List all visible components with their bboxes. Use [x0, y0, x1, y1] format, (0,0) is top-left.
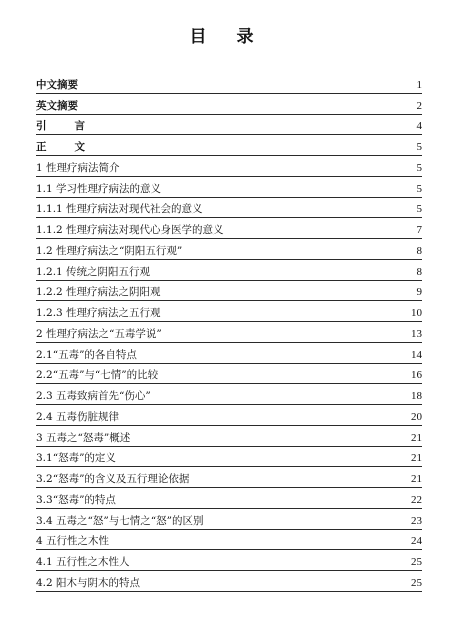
toc-entry-page-number: 5 — [416, 182, 422, 195]
toc-entry-page-number: 1 — [416, 78, 422, 91]
page-title: 目 录 — [189, 27, 266, 47]
toc-entry-page-number: 9 — [416, 286, 422, 299]
toc-entry[interactable] — [36, 177, 422, 198]
toc-entry-label: 1.2.3 性理疗病法之五行观 — [36, 307, 161, 319]
toc-entry[interactable] — [36, 467, 422, 488]
toc-entry[interactable] — [36, 135, 422, 156]
toc-entry[interactable] — [36, 94, 422, 115]
toc-entry[interactable] — [36, 426, 422, 447]
toc-entry[interactable] — [36, 73, 422, 94]
toc-entry-page-number: 13 — [411, 327, 422, 340]
toc-entry-page-number: 21 — [411, 473, 422, 485]
toc-entry-label: 1 性理疗病法简介 — [36, 161, 120, 174]
toc-entry-page-number: 24 — [411, 535, 422, 548]
toc-entry-label: 引言 — [36, 120, 113, 133]
toc-entry[interactable] — [36, 301, 422, 322]
toc-entry-page-number: 23 — [411, 514, 422, 527]
toc-entry[interactable] — [36, 550, 422, 571]
toc-entry-label: 正文 — [36, 141, 113, 153]
toc-entry-label: 4.2 阳木与阴木的特点 — [36, 576, 141, 589]
toc-entry-label: 1.2.2 性理疗病法之阴阳观 — [36, 286, 161, 299]
toc-entry-label: 3.1“怒毒”的定义 — [36, 452, 116, 465]
toc-entry[interactable] — [36, 447, 422, 468]
toc-entry-label: 3 五毒之“怒毒”概述 — [36, 431, 131, 444]
toc-entry-page-number: 5 — [416, 141, 422, 153]
toc-entry[interactable] — [36, 364, 422, 385]
toc-entry[interactable] — [36, 156, 422, 177]
toc-entry-page-number: 21 — [411, 452, 422, 465]
toc-entry-label: 2.3 五毒致病首先“伤心” — [36, 390, 151, 402]
toc-entry[interactable] — [36, 343, 422, 364]
toc-entry-label: 3.3“怒毒”的特点 — [36, 493, 116, 506]
toc-entry-page-number: 10 — [411, 307, 422, 319]
toc-entry[interactable] — [36, 571, 422, 592]
toc-entry-page-number: 5 — [416, 203, 422, 216]
toc-entry-label: 2.1“五毒”的各自特点 — [36, 348, 137, 361]
toc-entry-label: 4 五行性之木性 — [36, 535, 110, 548]
toc-entry[interactable] — [36, 322, 422, 343]
toc-entry[interactable] — [36, 488, 422, 509]
toc-entry-label: 中文摘要 — [36, 78, 78, 91]
toc-entry[interactable] — [36, 218, 422, 239]
toc-entry[interactable] — [36, 281, 422, 302]
toc-entry-page-number: 8 — [416, 265, 422, 278]
toc-entry[interactable] — [36, 198, 422, 219]
toc-entry-page-number: 4 — [416, 120, 422, 133]
toc-entry-page-number: 25 — [411, 576, 422, 589]
toc-entry-label: 3.4 五毒之“怒”与七情之“怒”的区别 — [36, 514, 204, 527]
toc-entry-page-number: 21 — [411, 431, 422, 444]
toc-entry-label: 2.4 五毒伤脏规律 — [36, 410, 120, 423]
toc-entry-page-number: 22 — [411, 493, 422, 506]
toc-entry[interactable] — [36, 115, 422, 136]
toc-entry-label: 英文摘要 — [36, 99, 78, 112]
toc-entry-page-number: 5 — [416, 161, 422, 174]
toc-entry-label: 1.1.2 性理疗病法对现代心身医学的意义 — [36, 224, 224, 236]
toc-entry-page-number: 16 — [411, 369, 422, 382]
toc-entry-label: 1.1.1 性理疗病法对现代社会的意义 — [36, 203, 203, 216]
toc-entry-page-number: 18 — [411, 390, 422, 402]
toc-entry-label: 2.2“五毒”与“七情”的比较 — [36, 369, 159, 382]
toc-entry-label: 4.1 五行性之木性人 — [36, 556, 130, 568]
toc-entry[interactable] — [36, 239, 422, 260]
toc-entry[interactable] — [36, 405, 422, 426]
toc-entry-label: 1.2.1 传统之阴阳五行观 — [36, 265, 151, 278]
toc-entry[interactable] — [36, 260, 422, 281]
table-of-contents — [36, 73, 422, 592]
toc-entry[interactable] — [36, 509, 422, 530]
toc-entry-label: 2 性理疗病法之“五毒学说” — [36, 327, 162, 340]
toc-entry-page-number: 2 — [416, 99, 422, 112]
toc-entry-label: 3.2“怒毒”的含义及五行理论依据 — [36, 473, 190, 485]
toc-entry-label: 1.2 性理疗病法之“阴阳五行观” — [36, 244, 183, 257]
toc-entry-page-number: 7 — [416, 224, 422, 236]
toc-entry[interactable] — [36, 530, 422, 551]
toc-entry-page-number: 20 — [411, 410, 422, 423]
toc-entry[interactable] — [36, 384, 422, 405]
toc-entry-page-number: 25 — [411, 556, 422, 568]
toc-entry-page-number: 14 — [411, 348, 422, 361]
toc-entry-page-number: 8 — [416, 244, 422, 257]
toc-entry-label: 1.1 学习性理疗病法的意义 — [36, 182, 162, 195]
